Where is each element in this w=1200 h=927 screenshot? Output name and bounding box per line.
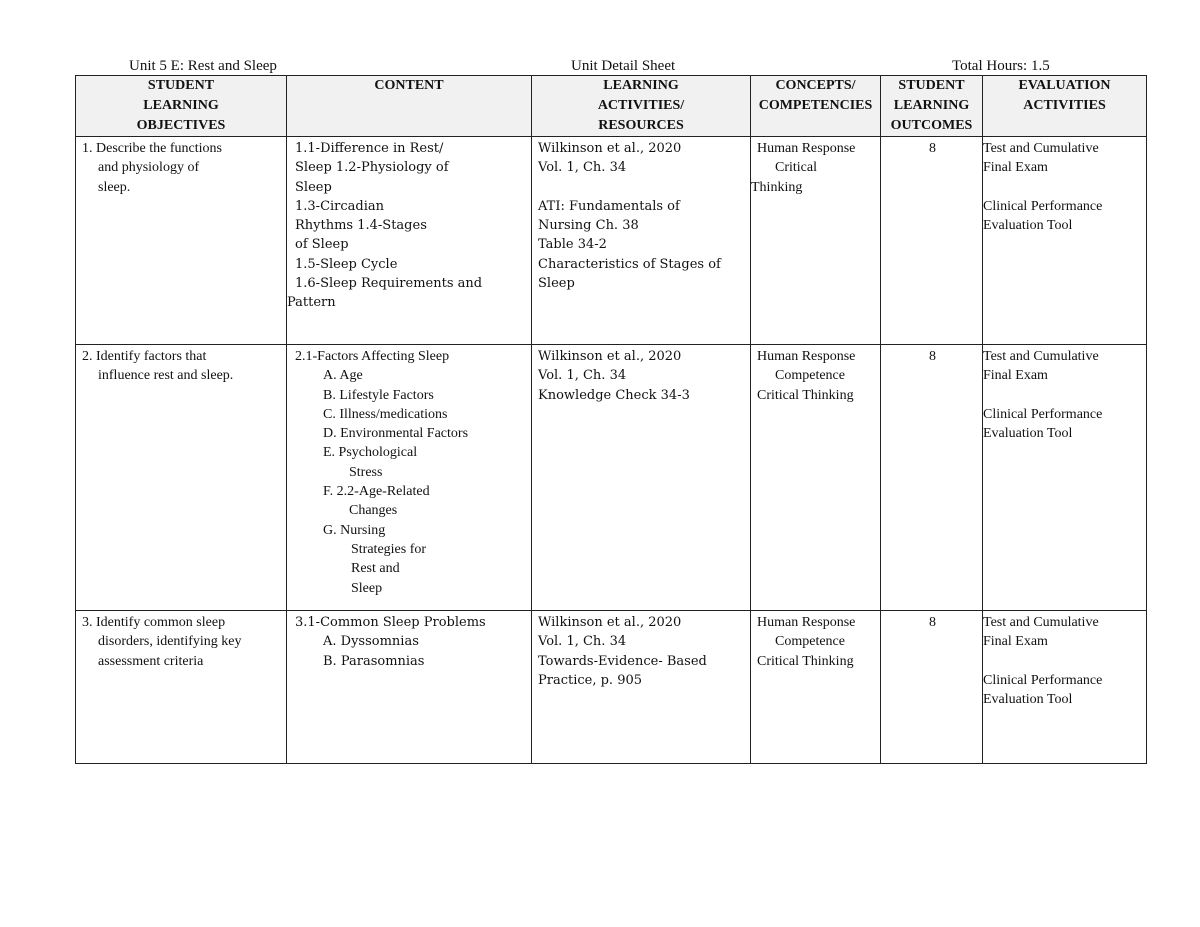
outcomes-cell: 8: [881, 611, 983, 764]
col-header-outcomes: STUDENT LEARNING OUTCOMES: [881, 76, 983, 137]
objective-cell: 1. Describe the functions and physiology of sleep.: [76, 137, 287, 345]
col-header-evaluation: EVALUATION ACTIVITIES: [983, 76, 1147, 137]
content-cell: 2.1-Factors Affecting Sleep A. Age B. Lifestyle Factors C. Illness/medications D. Environmental Factors E. Psychological Stress F. 2.2-Age-Related Changes G. Nursing Strategies for Rest and Sleep: [287, 345, 532, 611]
outcomes-cell: 8: [881, 137, 983, 345]
evaluation-cell: Test and Cumulative Final Exam Clinical Performance Evaluation Tool: [983, 137, 1147, 345]
concepts-cell: Human Response Competence Critical Thinking: [751, 345, 881, 611]
col-header-concepts: CONCEPTS/ COMPETENCIES: [751, 76, 881, 137]
header-row: [76, 76, 1147, 137]
table-row: [76, 611, 1147, 764]
unit-title: Unit 5 E: Rest and Sleep: [129, 58, 277, 74]
concepts-cell: Human Response Critical Thinking: [751, 137, 881, 345]
objective-cell: 3. Identify common sleep disorders, identifying key assessment criteria: [76, 611, 287, 764]
objective-cell: 2. Identify factors that influence rest and sleep.: [76, 345, 287, 611]
evaluation-cell: Test and Cumulative Final Exam Clinical Performance Evaluation Tool: [983, 345, 1147, 611]
activities-cell: Wilkinson et al., 2020 Vol. 1, Ch. 34 ATI: Fundamentals of Nursing Ch. 38 Table 34-2 Characteristics of Stages of Sleep: [532, 137, 751, 345]
col-header-content: CONTENT: [287, 76, 532, 137]
total-hours: Total Hours: 1.5: [952, 58, 1050, 74]
activities-cell: Wilkinson et al., 2020 Vol. 1, Ch. 34 Towards-Evidence- Based Practice, p. 905: [532, 611, 751, 764]
content-cell: 3.1-Common Sleep Problems A. Dyssomnias B. Parasomnias: [287, 611, 532, 764]
sheet-title: Unit Detail Sheet: [571, 58, 676, 74]
evaluation-cell: Test and Cumulative Final Exam Clinical Performance Evaluation Tool: [983, 611, 1147, 764]
col-header-activities: LEARNING ACTIVITIES/ RESOURCES: [532, 76, 751, 137]
table-row: [76, 137, 1147, 345]
content-cell: 1.1-Difference in Rest/ Sleep 1.2-Physiology of Sleep 1.3-Circadian Rhythms 1.4-Stages of Sleep 1.5-Sleep Cycle 1.6-Sleep Requirements and Pattern: [287, 137, 532, 345]
unit-detail-table: [75, 75, 1147, 764]
concepts-cell: Human Response Competence Critical Thinking: [751, 611, 881, 764]
activities-cell: Wilkinson et al., 2020 Vol. 1, Ch. 34 Knowledge Check 34-3: [532, 345, 751, 611]
col-header-objectives: STUDENT LEARNING OBJECTIVES: [76, 76, 287, 137]
table-row: [76, 345, 1147, 611]
outcomes-cell: 8: [881, 345, 983, 611]
